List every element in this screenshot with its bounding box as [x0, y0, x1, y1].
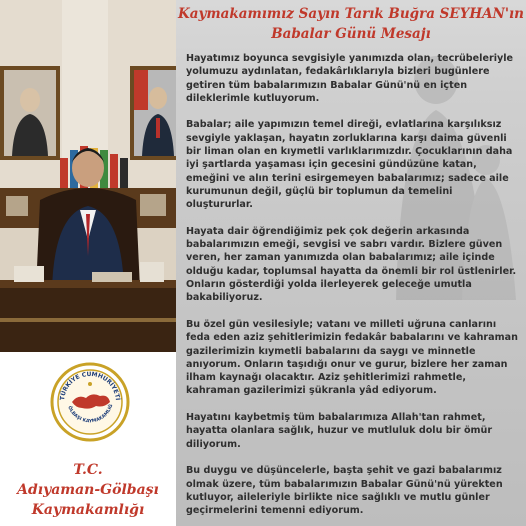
- svg-text:TÜRKİYE CUMHURİYETİ: TÜRKİYE CUMHURİYETİ: [59, 370, 121, 401]
- district-emblem: [50, 362, 130, 442]
- message-paragraph: Hayatını kaybetmiş tüm babalarımıza Allah'tan rahmet, hayatta olanlara sağlık, huzur ve mutluluk dolu bir ömür diliyorum.: [186, 412, 493, 450]
- message-paragraph: Babalar; aile yapımızın temel direği, evlatlarına karşılıksız sevgiyle yaklaşan, hayatın zorluklarına karşı daima güvenli bir liman olan en kıymetli varlıklarımızdır. Çocuklarının daha iyi şartlarda yaşaması için gecesini gündüzüne katan, emeğini ve alın terini esirgemeyen babalarımız; sadece aile kurumunun değil, güçlü bir toplumun da temelini oluştururlar.: [186, 119, 513, 211]
- office-name: [0, 460, 176, 520]
- message-paragraph: Hayata dair öğrendiğimiz pek çok değerin arkasında babalarımızın emeği, sevgisi ve sabrı vardır. Bizlere güven veren, her zaman yanımızda olan babalarımız; aile içinde olduğu kadar, toplumsal hayatta da önemli bir rol üstlenirler. Onların gösterdiği yolda ilerleyerek geleceğe umutla bakabiliyoruz.: [186, 225, 517, 304]
- left-panel: [0, 0, 176, 526]
- message-body: [186, 52, 522, 526]
- office-line-tc: T.C.: [73, 462, 103, 478]
- svg-text:GÖLBAŞI KAYMAKAMLIĞI: ÖLBAŞI KAYMAKAMLIĞ: [66, 403, 115, 425]
- message-panel: [176, 0, 526, 526]
- message-title: [176, 4, 526, 44]
- office-line-institution: Kaymakamlığı: [31, 502, 145, 518]
- message-title-line1: Kaymakamımız Sayın Tarık Buğra SEYHAN'ın: [178, 6, 524, 22]
- message-paragraph: Bu özel gün vesilesiyle; vatanı ve milleti uğruna canlarını feda eden aziz şehitlerimizin fedakâr babalarını ve kahraman gazilerimizin kıymetli babalarını da saygı ve minnetle anıyorum. Onların taşıdığı onur ve gurur, bizlere her zaman ilham kaynağı olacaktır. Aziz şehitlerimizi rahmetle, kahraman gazilerimizi şükranla yâd ediyorum.: [186, 318, 518, 397]
- office-line-location: Adıyaman-Gölbaşı: [17, 482, 159, 498]
- official-photo: [0, 0, 176, 352]
- message-title-line2: Babalar Günü Mesajı: [271, 26, 431, 42]
- message-paragraph: Hayatımız boyunca sevgisiyle yanımızda olan, tecrübeleriyle yolumuzu aydınlatan, fedakârlıklarıyla bizleri bugünlere getiren tüm babalarımızın Babalar Günü'nü en içten dileklerimle kutluyorum.: [186, 53, 514, 104]
- message-paragraph: Bu duygu ve düşüncelerle, başta şehit ve gazi babalarımız olmak üzere, tüm babalarımızın Babalar Günü'nü yürekten kutluyor, aileleriyle birlikte nice sağlıklı ve mutlu günler geçirmelerini temenni ediyorum.: [186, 465, 503, 517]
